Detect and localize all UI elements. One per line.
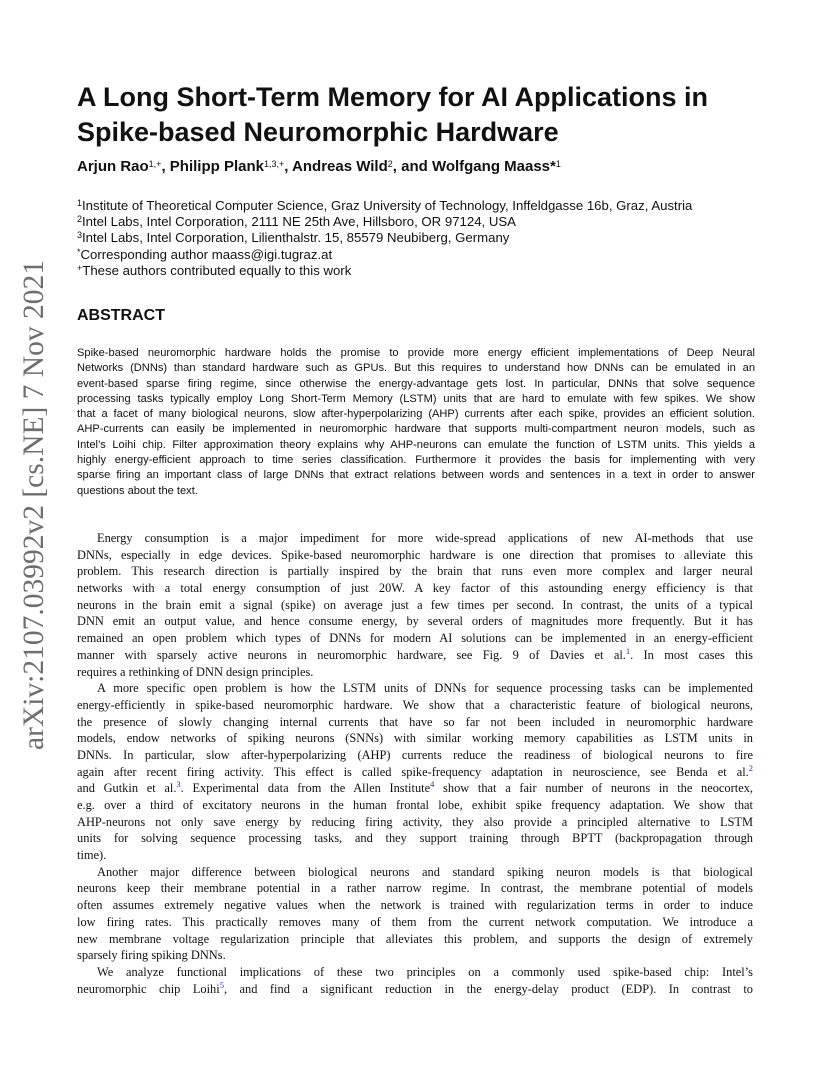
body-text-run: requires a rethinking of DNN design principles. — [77, 664, 314, 679]
author-name: Andreas Wild — [292, 158, 388, 175]
abstract-line: Networks (DNNs) than standard hardware such as GPUs. But this requires to understand how DNNs can be emulated in an — [77, 362, 755, 375]
body-line — [77, 580, 753, 597]
affiliation-text: Intel Labs, Intel Corporation, 2111 NE 25th Ave, Hillsboro, OR 97124, USA — [82, 214, 516, 230]
body-text-run: neurons in the brain emit a signal (spike) on average just a few times per second. In contrast, the units of a typical — [77, 597, 753, 612]
body-line — [77, 830, 753, 847]
body-line — [77, 747, 753, 764]
body-text-run: show that a fair number of neurons in the neocortex, — [434, 781, 753, 796]
body-text-run: neuromorphic chip Loihi — [77, 981, 220, 996]
affiliation-list — [77, 198, 777, 279]
citation-link[interactable]: 1 — [625, 645, 631, 656]
body-text-run: new membrane voltage regularization principle that alleviates this problem, and supports the design of extremely — [77, 931, 753, 946]
body-line — [77, 897, 753, 914]
body-line — [77, 814, 753, 831]
body-text-run: AHP-neurons not only save energy by reducing firing activity, they also provide a principled alternative to LSTM — [77, 814, 753, 829]
body-line — [77, 764, 753, 781]
body-line — [77, 547, 753, 564]
affiliation-mark: 2 — [77, 214, 83, 225]
citation-link[interactable]: 4 — [430, 779, 435, 790]
body-line — [77, 947, 753, 964]
affiliation-line — [77, 247, 777, 263]
body-line — [77, 530, 753, 547]
abstract-line: questions about the text. — [77, 484, 198, 497]
citation-link[interactable]: 5 — [219, 979, 224, 990]
body-line — [77, 931, 753, 948]
body-line — [77, 780, 753, 797]
abstract-heading: ABSTRACT — [77, 307, 165, 324]
body-line — [77, 847, 753, 864]
citation-link[interactable]: 3 — [176, 779, 181, 790]
arxiv-identifier: arXiv:2107.03992v2 [cs.NE] 7 Nov 2021 — [18, 260, 50, 750]
paper-title — [77, 80, 777, 150]
abstract-body — [77, 346, 755, 499]
body-line — [77, 730, 753, 747]
body-text-run: , and find a significant reduction in the energy-delay product (EDP). In contrast to — [223, 981, 753, 996]
body-text-run: A more specific open problem is how the LSTM units of DNNs for sequence processing tasks can be implemented — [97, 681, 753, 696]
body-text-run: . In most cases this — [630, 647, 753, 662]
author-name: Philipp Plank — [169, 158, 264, 175]
abstract-line: event-based sparse firing regime, since otherwise the energy-advantage gets lost. In particular, DNNs that solve sequence — [77, 377, 755, 390]
affiliation-text: Corresponding author maass@igi.tugraz.at — [80, 246, 333, 262]
body-line — [77, 914, 753, 931]
affiliation-line — [77, 198, 777, 214]
body-text-run: DNNs. In particular, slow after-hyperpolarizing (AHP) currents reduce the readiness of biological neurons to fire — [77, 747, 753, 762]
body-text-run: . Experimental data from the Allen Institute — [180, 781, 431, 796]
body-text-run: e.g. over a third of excitatory neurons in the human frontal lobe, exhibit spike frequency adaptation. We show that — [77, 798, 753, 812]
body-line — [77, 964, 753, 981]
body-text-run: low firing rates. This practically removes many of them from the current network computation. We introduce a — [77, 914, 753, 929]
body-text-run: DNNs, especially in edge devices. Spike-based neuromorphic hardware is one direction that promises to alleviate this — [77, 547, 753, 562]
body-line — [77, 880, 753, 897]
title-line: A Long Short-Term Memory for AI Applications in — [77, 82, 709, 112]
body-line — [77, 697, 753, 714]
body-text-run: again after recent firing activity. This effect is called spike-frequency adaptation in neuroscience, see Benda et al. — [77, 764, 749, 779]
body-line — [77, 630, 753, 647]
body-line — [77, 714, 753, 731]
body-text-run: energy-efficiently in spike-based neuromorphic hardware. We show that a characteristic feature of biological neurons, — [77, 697, 753, 712]
author-name: Wolfgang Maass* — [431, 158, 556, 175]
abstract-line: that a facet of many biological neurons, slow after-hyperpolarizing (AHP) currents after each spike, provides an efficient solution. — [77, 408, 755, 421]
affiliation-mark: 1 — [77, 198, 83, 208]
body-text-run: time). — [77, 848, 107, 863]
body-text-run: problem. This research direction is partially inspired by the brain that runs even more complex and larger neural — [77, 564, 753, 579]
author-list: Arjun Rao$^{1,+}$, Philipp Plank$^{1,3,+}$, Andreas Wild$^2$, and Wolfgang Maass*$^1$ — [77, 158, 561, 175]
body-text-run: We analyze functional implications of these two principles on a commonly used spike-based chip: Intel’s — [97, 964, 753, 979]
body-line — [77, 613, 753, 630]
author-affiliation-mark: 1,3,+ — [263, 159, 285, 169]
abstract-line: highly energy-efficient approach to time series classification. Furthermore it provides the basis for implementing with very — [77, 454, 755, 467]
body-text-run: Another major difference between biological neurons and standard spiking neuron models is that biological — [97, 864, 753, 879]
body-text-run: the presence of slowly changing internal currents that have so far not been included in neuromorphic hardware — [77, 714, 753, 729]
body-line — [77, 647, 753, 664]
body-text-run: remained an open problem which types of DNNs for modern AI solutions can be implemented in an energy-efficient — [77, 631, 753, 646]
body-text-run: models, endow networks of spiking neurons (SNNs) with similar working memory capabilities as LSTM units in — [77, 731, 753, 746]
body-line — [77, 797, 753, 814]
main-body-text — [77, 530, 753, 997]
affiliation-mark: + — [77, 262, 83, 273]
body-text-run: units for solving sequence processing tasks, and they support training through BPTT (backpropagation through — [77, 831, 753, 846]
abstract-line: processing tasks typically employ Long Short-Term Memory (LSTM) units that are hard to emulate with few spikes. We show — [77, 392, 755, 405]
body-text-run: manner with sparsely active neurons in neuromorphic hardware, see Fig. 9 of Davies et al. — [77, 647, 626, 662]
body-line — [77, 680, 753, 697]
body-line — [77, 597, 753, 614]
author-affiliation-mark: 1,+ — [148, 159, 162, 169]
affiliation-mark: 3 — [77, 230, 83, 241]
affiliation-text: These authors contributed equally to this work — [82, 262, 352, 278]
abstract-line: sparse firing an important class of large DNNs that extract relations between words and sentences in a text in order to answer — [77, 469, 755, 482]
body-text-run: neurons keep their membrane potential in a rather narrow regime. In contrast, the membrane potential of models — [77, 881, 753, 896]
affiliation-line — [77, 263, 777, 279]
body-text-run: Energy consumption is a major impediment for more wide-spread applications of new AI-methods that use — [97, 531, 753, 545]
abstract-line: Spike-based neuromorphic hardware holds the promise to provide more energy efficient implementations of Deep Neural — [77, 347, 755, 359]
body-text-run: and Gutkin et al. — [77, 781, 177, 796]
affiliation-line — [77, 214, 777, 230]
body-line — [77, 864, 753, 881]
author-affiliation-mark: 2 — [387, 159, 393, 169]
affiliation-text: Institute of Theoretical Computer Science, Graz University of Technology, Inffeldgasse 16b, Graz, Austria — [82, 198, 693, 213]
author-name: Arjun Rao — [77, 158, 149, 175]
body-line — [77, 563, 753, 580]
abstract-line: AHP-currents can easily be implemented in neuromorphic hardware that supports multi-compartment neuron models, such as — [77, 423, 755, 436]
affiliation-line — [77, 230, 777, 246]
body-text-run: sparsely firing spiking DNNs. — [77, 948, 226, 963]
abstract-line: Intel’s Loihi chip. Filter approximation theory explains why AHP-neurons can emulate the function of LSTM units. This yields a — [77, 438, 755, 451]
body-text-run: often assumes extremely negative values when the network is trained with regularization terms in order to induce — [77, 898, 753, 913]
citation-link[interactable]: 2 — [748, 762, 753, 773]
author-affiliation-mark: 1 — [555, 159, 561, 169]
title-line: Spike-based Neuromorphic Hardware — [77, 117, 559, 147]
body-line — [77, 981, 753, 998]
body-text-run: DNN emit an output value, and hence consume energy, by several orders of magnitudes more frequently. But it has — [77, 614, 753, 629]
affiliation-mark: * — [77, 246, 81, 257]
body-line — [77, 664, 753, 681]
body-text-run: networks with a total energy consumption of just 20W. A key factor of this astounding energy efficiency is that — [77, 581, 753, 596]
affiliation-text: Intel Labs, Intel Corporation, Lilienthalstr. 15, 85579 Neubiberg, Germany — [82, 230, 510, 246]
